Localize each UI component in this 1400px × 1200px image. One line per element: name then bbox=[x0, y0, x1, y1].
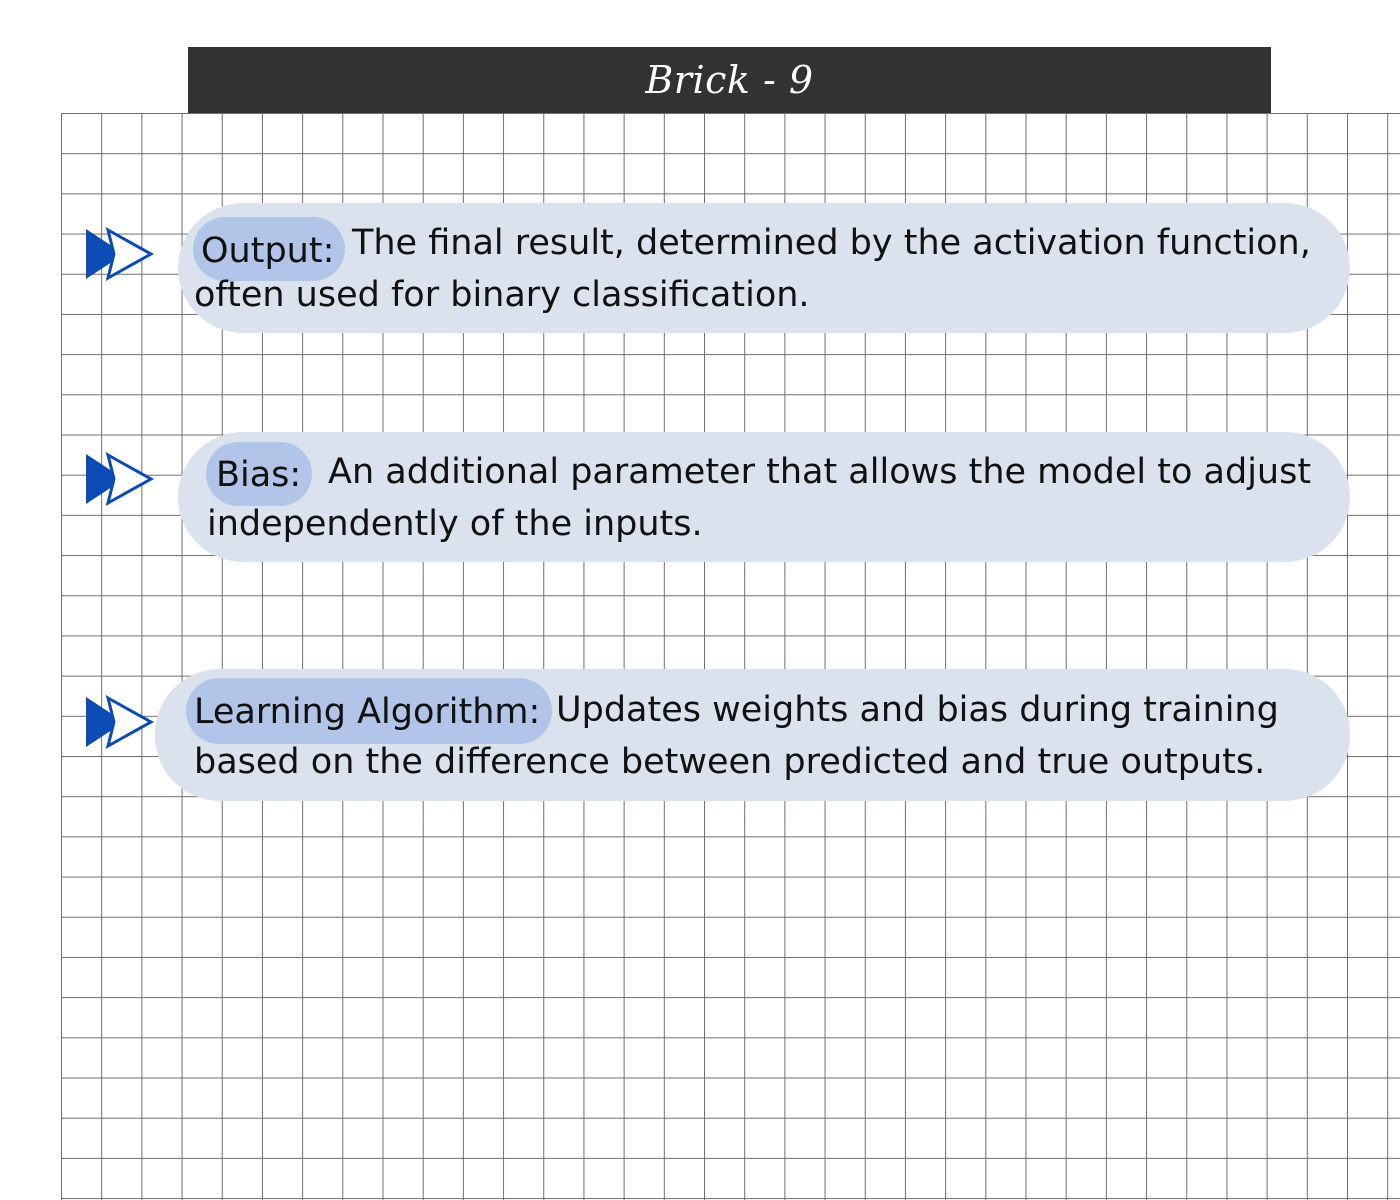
term-label: Output: bbox=[201, 231, 335, 271]
double-play-arrow-icon bbox=[84, 451, 156, 507]
definition-card-output bbox=[178, 203, 1350, 333]
double-play-arrow-icon bbox=[84, 226, 156, 282]
definition-line-2: independently of the inputs. bbox=[207, 504, 703, 544]
definition-line-1: Updates weights and bias during training bbox=[556, 690, 1279, 730]
term-label: Bias: bbox=[216, 455, 302, 495]
double-play-arrow-icon bbox=[84, 694, 156, 750]
definition-line-1: An additional parameter that allows the model to adjust bbox=[328, 452, 1312, 492]
term-label: Learning Algorithm: bbox=[194, 692, 541, 732]
definition-card-learning-algorithm bbox=[155, 669, 1350, 801]
definition-line-2: often used for binary classification. bbox=[194, 275, 810, 315]
definition-line-2: based on the difference between predicted and true outputs. bbox=[194, 742, 1266, 782]
page-title: Brick - 9 bbox=[645, 58, 814, 102]
definition-card-bias bbox=[178, 432, 1350, 562]
definition-line-1: The final result, determined by the activation function, bbox=[352, 223, 1311, 263]
title-bar bbox=[188, 47, 1271, 113]
